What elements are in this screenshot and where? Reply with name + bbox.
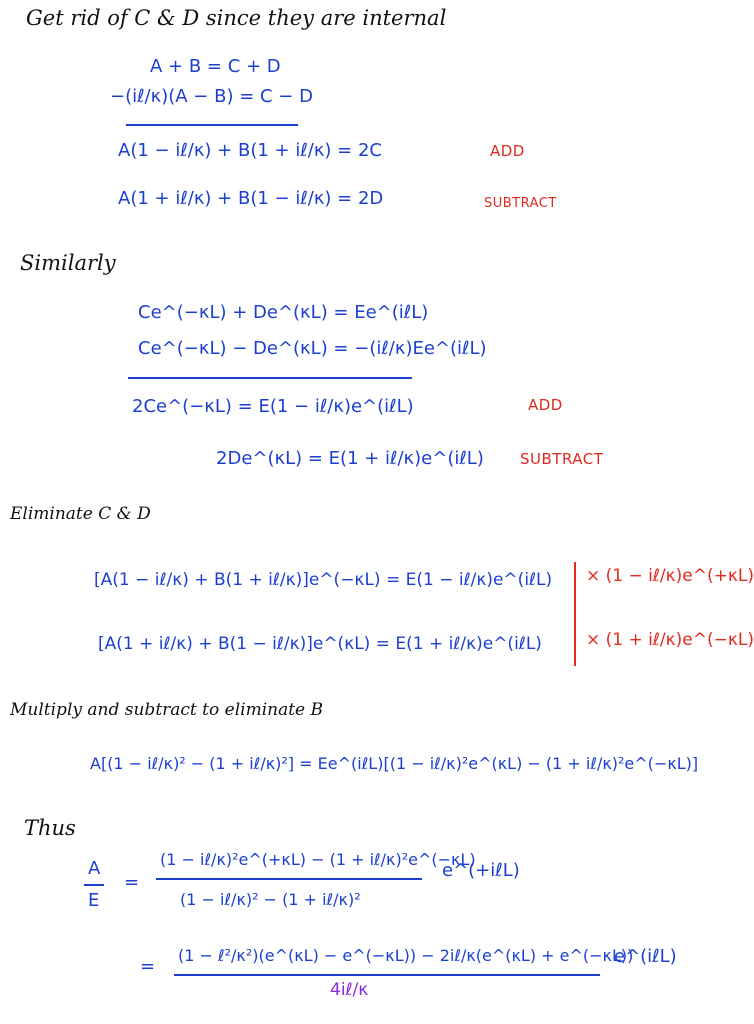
eliminate-note: Eliminate C & D: [10, 504, 151, 524]
block5-frac2-bar: [174, 974, 600, 976]
block5-num1: (1 − iℓ/κ)²e^(+κL) − (1 + iℓ/κ)²e^(−κL): [160, 850, 476, 869]
multiply-note: Multiply and subtract to eliminate B: [10, 700, 323, 720]
block3-line1-factor: × (1 − iℓ/κ)e^(+κL): [586, 566, 754, 586]
block5-tail2: e^(iℓL): [614, 946, 677, 967]
block1-line2: −(iℓ/κ)(A − B) = C − D: [110, 86, 313, 107]
block5-lhs-num: A: [88, 858, 101, 879]
block5-den2: 4iℓ/κ: [330, 980, 369, 1000]
intro-note: Get rid of C & D since they are internal: [26, 6, 447, 30]
block1-diff: A(1 + iℓ/κ) + B(1 − iℓ/κ) = 2D: [118, 188, 384, 209]
block3-multiplier-bar: [574, 562, 576, 666]
block5-den1: (1 − iℓ/κ)² − (1 + iℓ/κ)²: [180, 890, 361, 909]
block1-sum: A(1 − iℓ/κ) + B(1 + iℓ/κ) = 2C: [118, 140, 382, 161]
block5-lhs-den: E: [88, 890, 100, 911]
similarly-note: Similarly: [20, 251, 116, 275]
block5-lhs-bar: [84, 884, 104, 886]
block1-sum-op: ADD: [490, 142, 525, 160]
block4-line1: A[(1 − iℓ/κ)² − (1 + iℓ/κ)²] = Ee^(iℓL)[(1 − iℓ/κ)²e^(κL) − (1 + iℓ/κ)²e^(−κL)]: [90, 754, 699, 773]
block2-sum-rule: [128, 377, 412, 379]
block1-sum-rule: [126, 124, 298, 126]
block2-diff: 2De^(κL) = E(1 + iℓ/κ)e^(iℓL): [216, 448, 484, 469]
block2-line1: Ce^(−κL) + De^(κL) = Ee^(iℓL): [138, 302, 429, 323]
thus-note: Thus: [24, 816, 76, 840]
block2-diff-op: SUBTRACT: [520, 450, 604, 468]
block5-eq2: =: [140, 956, 156, 977]
block5-frac1-bar: [156, 878, 422, 880]
block3-line2-factor: × (1 + iℓ/κ)e^(−κL): [586, 630, 754, 650]
block2-sum: 2Ce^(−κL) = E(1 − iℓ/κ)e^(iℓL): [132, 396, 414, 417]
block2-sum-op: ADD: [528, 396, 563, 414]
block1-diff-op: SUBTRACT: [484, 196, 557, 211]
block3-line1: [A(1 − iℓ/κ) + B(1 + iℓ/κ)]e^(−κL) = E(1 − iℓ/κ)e^(iℓL): [94, 570, 553, 590]
block1-line1: A + B = C + D: [150, 56, 281, 77]
block2-line2: Ce^(−κL) − De^(κL) = −(iℓ/κ)Ee^(iℓL): [138, 338, 487, 359]
block5-tail1: e^(+iℓL): [442, 860, 520, 881]
block5-num2: (1 − ℓ²/κ²)(e^(κL) − e^(−κL)) − 2iℓ/κ(e^(κL) + e^(−κL)): [178, 946, 634, 965]
block5-eq1: =: [124, 872, 140, 893]
block3-line2: [A(1 + iℓ/κ) + B(1 − iℓ/κ)]e^(κL) = E(1 + iℓ/κ)e^(iℓL): [98, 634, 542, 654]
